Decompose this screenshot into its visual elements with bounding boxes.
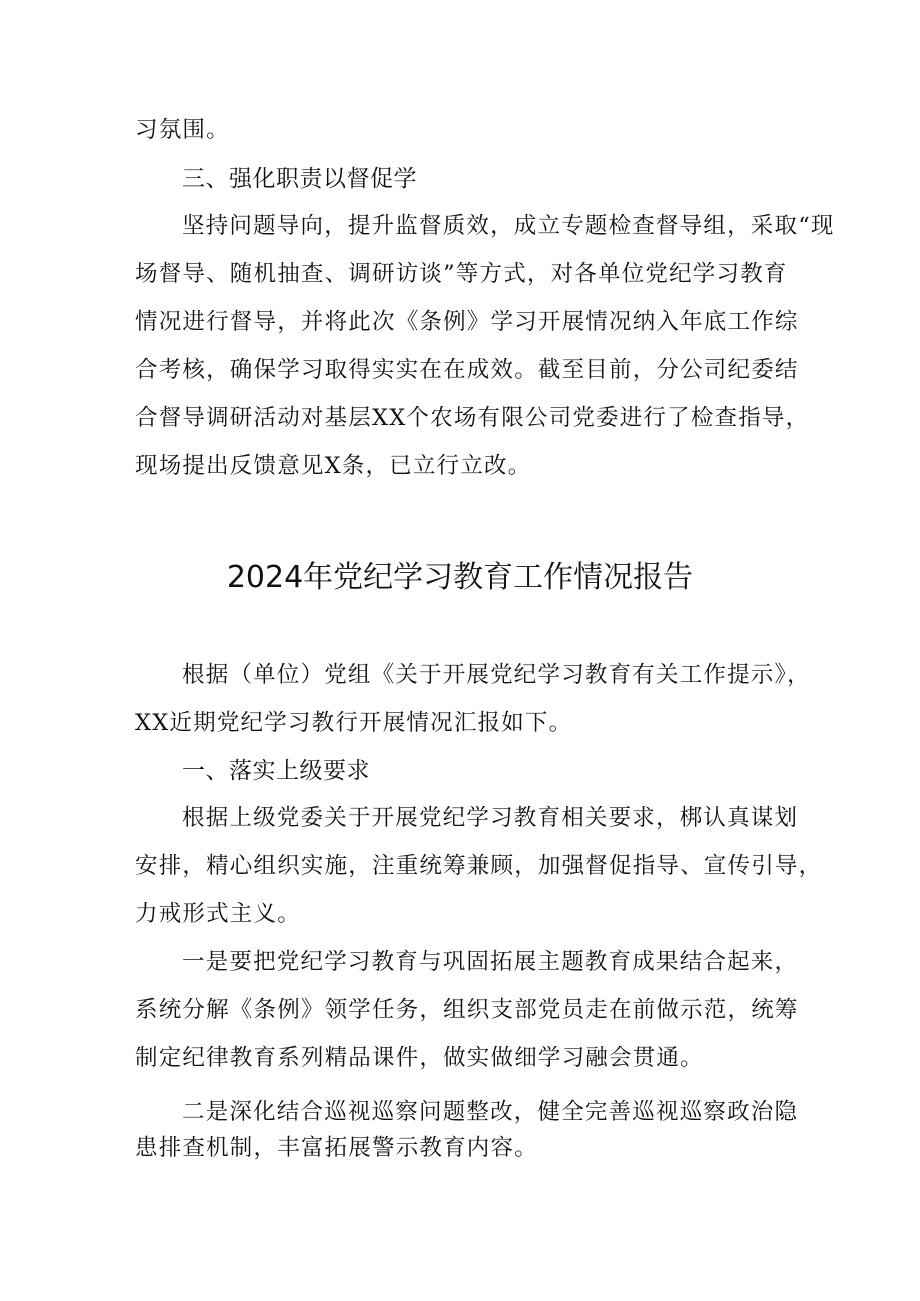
paragraph-line: 场督导、随机抽查、调研访谈”等方式，对各单位党纪学习教育 — [135, 261, 788, 287]
intro-line: XX近期党纪学习教行开展情况汇报如下。 — [135, 710, 573, 736]
paragraph-line: 现场提出反馈意见X条，已立行立改。 — [135, 453, 532, 479]
report-title: 2024年党纪学习教育工作情况报告 — [226, 560, 694, 595]
paragraph-line: 系统分解《条例》领学任务，组织支部党员走在前做示范，统筹 — [135, 997, 799, 1023]
paragraph-tail-line: 习氛围。 — [135, 117, 230, 143]
paragraph-line: 力戒形式主义。 — [135, 901, 301, 927]
paragraph-line: 合督导调研活动对基层XX个农场有限公司党委进行了检查指导， — [135, 405, 810, 431]
intro-line: 根据（单位）党组《关于开展党纪学习教育有关工作提示》， — [182, 662, 811, 688]
paragraph-line: 制定纪律教育系列精品课件，做实做细学习融会贯通。 — [135, 1045, 704, 1071]
paragraph-line: 二是深化结合巡视巡察问题整改，健全完善巡视巡察政治隐 — [182, 1099, 799, 1125]
paragraph-line: 安排，精心组织实施，注重统筹兼顾，加强督促指导、宣传引导， — [135, 853, 823, 879]
paragraph-line: 根据上级党委关于开展党纪学习教育相关要求，梆认真谋划 — [182, 805, 799, 831]
paragraph-line: 情况进行督导，并将此次《条例》学习开展情况纳入年底工作综 — [135, 309, 799, 335]
paragraph-line: 患排查机制，丰富拓展警示教育内容。 — [135, 1135, 538, 1161]
paragraph-line: 一是要把党纪学习教育与巩固拓展主题教育成果结合起来， — [182, 949, 799, 975]
paragraph-line: 合考核，确保学习取得实实在在成效。截至目前，分公司纪委结 — [135, 357, 799, 383]
section-heading-three: 三、强化职责以督促学 — [182, 166, 417, 192]
paragraph-line: 坚持问题导向，提升监督质效，成立专题检查督导组，采取“现 — [182, 213, 835, 239]
section-heading-one: 一、落实上级要求 — [182, 758, 370, 784]
